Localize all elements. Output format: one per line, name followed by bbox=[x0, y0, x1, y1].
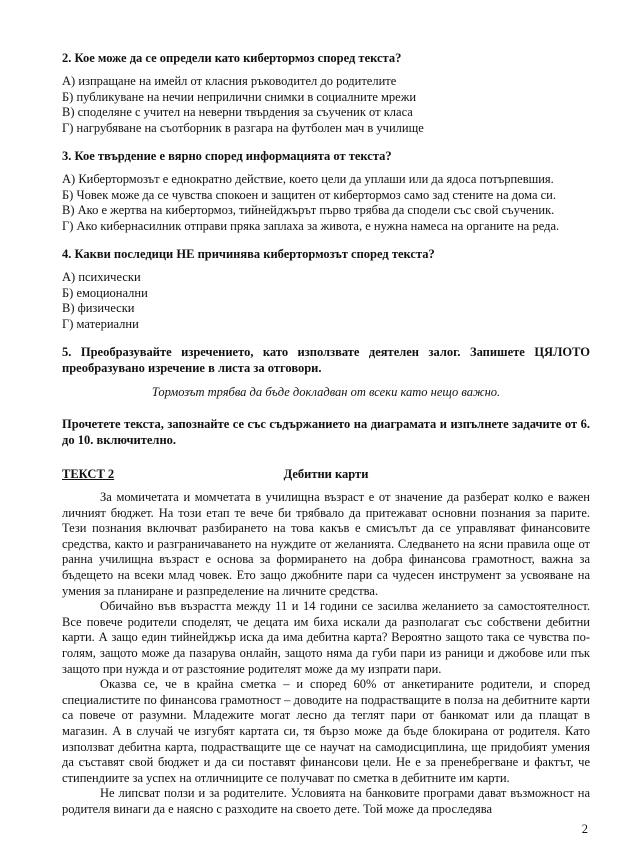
question-4 bbox=[62, 246, 590, 332]
option-c: В) споделяне с учител на неверни твърдения за съученик от класа bbox=[62, 105, 413, 119]
option-a: А) психически bbox=[62, 270, 141, 284]
sentence-to-transform: Тормозът трябва да бъде докладван от всеки като нещо важно. bbox=[151, 385, 501, 399]
paragraph-4: Не липсват ползи и за родителите. Условията на банковите програми дават възможност на родителя винаги да е наясно с разходите на своето дете. Той може да проследява bbox=[62, 786, 590, 816]
question-2-title: 2. Кое може да се определи като кибертормоз според текста? bbox=[62, 51, 402, 65]
instructions: Прочетете текста, запознайте се със съдържанието на диаграмата и изпълнете задачите от 6. до 10. включително. bbox=[62, 417, 590, 447]
option-a: А) изпращане на имейл от класния ръководител до родителите bbox=[62, 74, 397, 88]
text-label: ТЕКСТ 2 bbox=[62, 467, 115, 481]
option-c: В) Ако е жертва на кибертормоз, тийнейджърът първо трябва да сподели със свой съученик. bbox=[62, 203, 555, 217]
paragraph-2: Обичайно във възрастта между 11 и 14 години се засилва желанието за самостоятелност. Все повече родители споделят, че децата им биха искали да разполагат със собствени дебитни карти. А защо един тийнейджър иска да има дебитна карта? Вероятно защото така се чувства по-голям, защото може да пазарува онлайн, защото няма да губи пари из раници и джобове или пък защото при нужда и от разстояние родителят може да му изпрати пари. bbox=[62, 599, 590, 676]
text-title: Дебитни карти bbox=[283, 467, 369, 481]
option-d: Г) материални bbox=[62, 316, 139, 331]
question-3 bbox=[62, 148, 590, 234]
question-5-title: 5. Преобразувайте изречението, като използвате деятелен залог. Запишете ЦЯЛОТО преобразувано изречение в листа за отговори. bbox=[62, 345, 590, 375]
option-b: Б) публикуване на нечии неприлични снимки в социалните мрежи bbox=[62, 89, 417, 104]
option-b: Б) Човек може да се чувства спокоен и защитен от кибертормоз само зад стените на дома си. bbox=[62, 187, 557, 202]
page-number: 2 bbox=[581, 822, 588, 836]
paragraph-3: Оказва се, че в крайна сметка – и според 60% от анкетираните родители, и според специалистите по финансова грамотност – доводите на подрастващите в полза на дебитните карти са повече от разумни. Младежите могат лесно да теглят пари от банкомат или да плащат в магазин. А в случай че изгубят картата си, тя бързо може да бъде блокирана от родителя. Като използват дебитна карта, подрастващите ще се научат на самодисциплина, ще придобият умения да съставят свой бюджет и да си поставят финансови цели. Не е за пренебрегване и фактът, че стипендиите за успех на отличниците се получават по сметка в дебитните им карти. bbox=[62, 677, 590, 785]
question-4-title: 4. Какви последици НЕ причинява кибертормозът според текста? bbox=[62, 247, 435, 261]
option-d: Г) Ако кибернасилник отправи пряка заплаха за живота, е нужна намеса на органите на реда. bbox=[62, 218, 560, 233]
document-page bbox=[62, 50, 590, 817]
option-d: Г) нагрубяване на съотборник в разгара на футболен мач в училище bbox=[62, 120, 424, 135]
option-b: Б) емоционални bbox=[62, 285, 148, 300]
option-a: А) Кибертормозът е еднократно действие, което цели да уплаши или да ядоса потърпевшия. bbox=[62, 172, 554, 186]
question-2 bbox=[62, 50, 590, 136]
question-3-title: 3. Кое твърдение е вярно според информацията от текста? bbox=[62, 149, 392, 163]
paragraph-1: За момичетата и момчетата в училищна възраст е от значение да разберат колко е важен личният бюджет. На този етап те вече би трябвало да притежават основни познания за парите. Тези познания включват разбирането на това какъв е смисълът да се управляват финансовите средства, както и разграничаването на нуждите от желанията. Следването на ясни правила още от ранна училищна възраст е основа за формирането на добра финансова грамотност, важна за бъдещето на всеки млад човек. Ето защо джобните пари са чудесен инструмент за усвояване на умения за планиране и разпределение на личните средства. bbox=[62, 490, 590, 598]
option-c: В) физически bbox=[62, 301, 135, 315]
question-5 bbox=[62, 344, 590, 400]
